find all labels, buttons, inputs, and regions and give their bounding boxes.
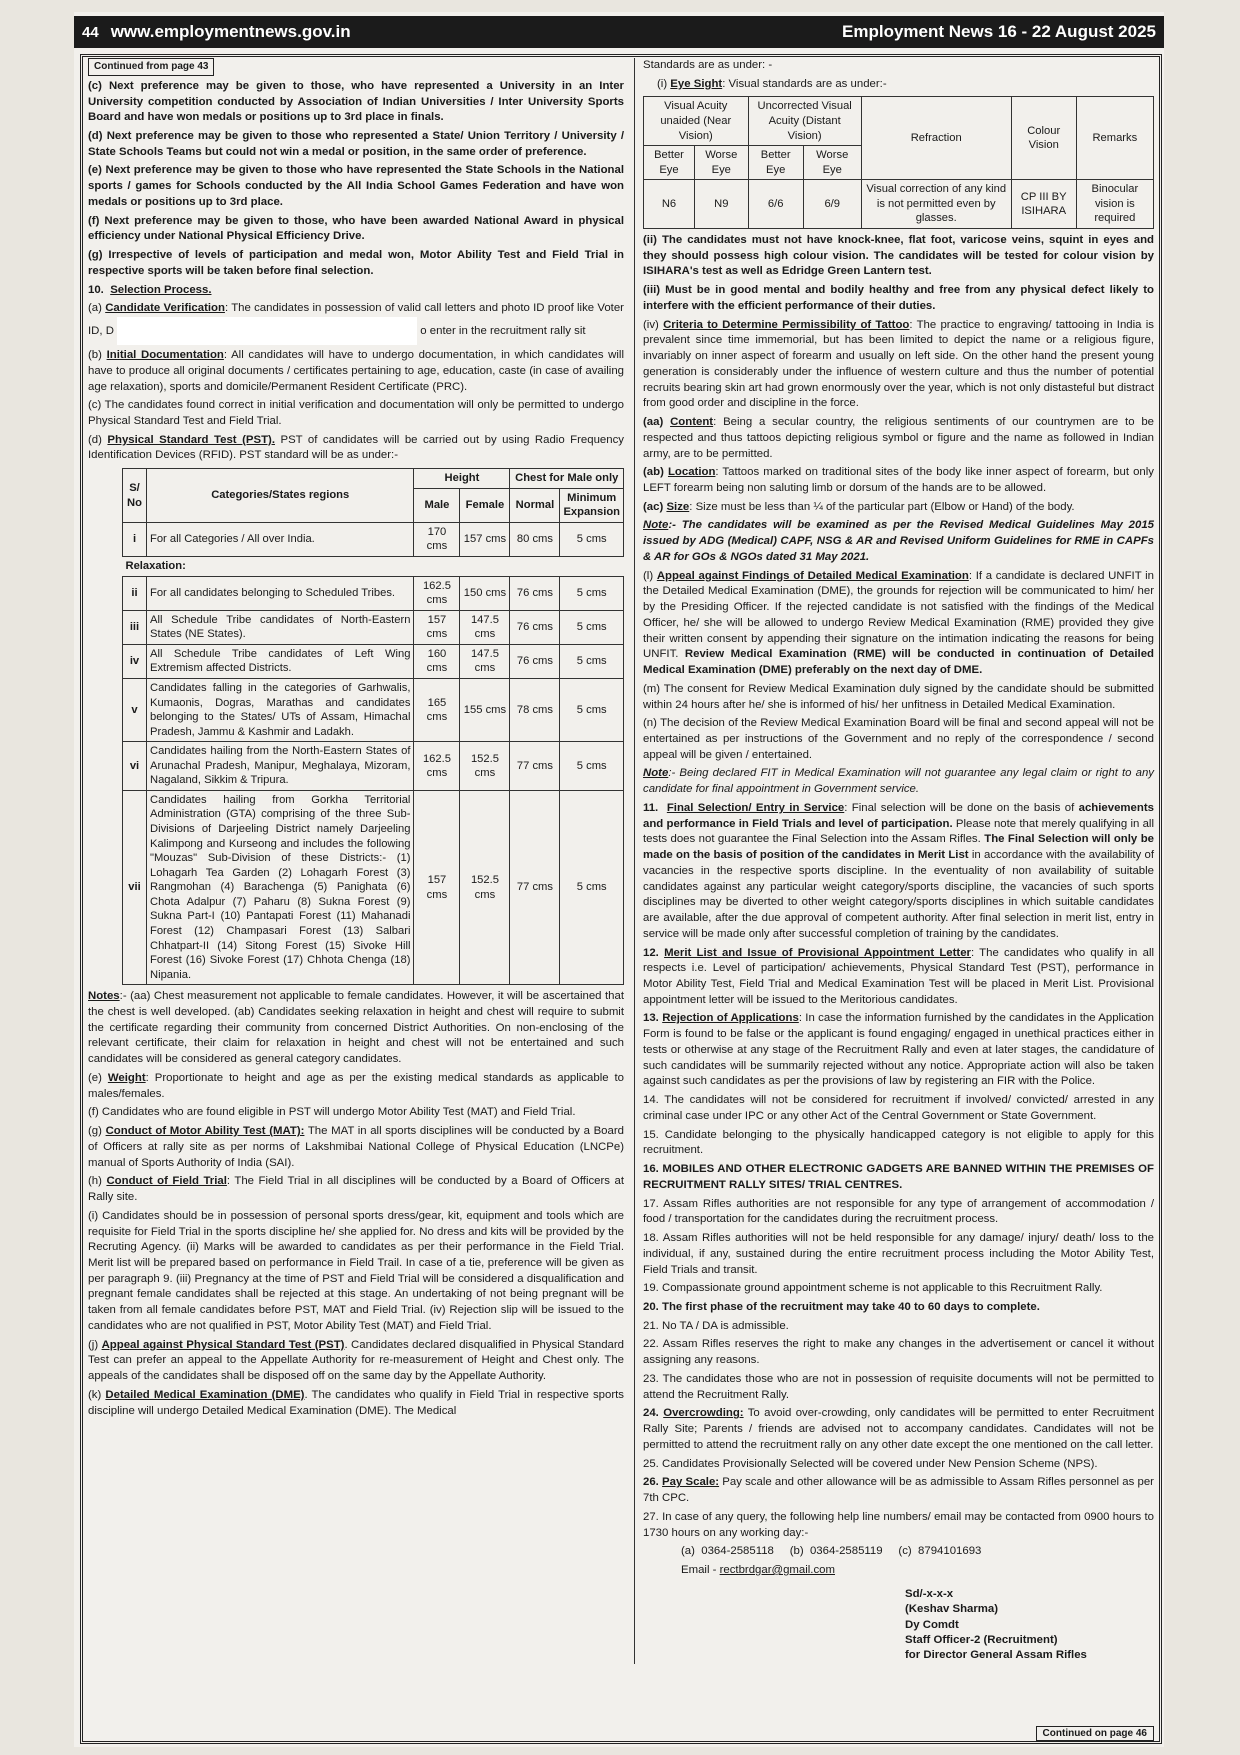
para-10c: (c) The candidates found correct in initial verification and documentation will only be permitted to undergo Physical Standard Test and Field Trial. [88, 399, 624, 428]
para-ii: (ii) The candidates must not have knock-knee, flat foot, varicose veins, squint in eyes and they should possess high colour vision. The candidates will be tested for colour vision by ISIHARA's test as well as Edridge Green Lantern test. [643, 233, 1154, 278]
issue-date: Employment News 16 - 22 August 2025 [842, 22, 1156, 41]
note-fit: Note:- Being declared FIT in Medical Examination will not guarantee any legal claim or right to any candidate for final appointment in Government service. [643, 767, 1154, 796]
section-12: 12. Merit List and Issue of Provisional Appointment Letter: The candidates who qualify in all respects i.e. Level of participation/ achievements, Physical Standard Test (PST), performance in Motor Ability Test, Field Trial and Medical Examination Test will be placed in Merit List. Provisional appointment letter will be issued to the Meritorious candidates. [643, 946, 1154, 1006]
helpline-numbers: (a) 0364-2585118 (b) 0364-2585119 (c) 8794101693 [681, 1545, 982, 1558]
para-m: (m) The consent for Review Medical Examination duly signed by the candidate should be submitted within 24 hours after he/ she is informed of his/ her unfitness in Detailed Medical Examination. [643, 682, 1154, 711]
site-url: www.employmentnews.gov.in [110, 22, 351, 41]
para-10h: (h) Conduct of Field Trial: The Field Trial in all disciplines will be conducted by a Board of Officers at Rally site. [88, 1175, 625, 1204]
para-e: (e) Next preference may be given to those who have represented the State Schools in the National sports / games for Schools conducted by the All India School Games Federation and have won medals or positions up to 3rd place. [88, 164, 624, 208]
notes: Notes:- (aa) Chest measurement not applicable to female candidates. However, it will be ascertained that the chest is well developed. (ab) Candidates seeking relaxation in height and chest will require to submit the certificate regarding their community from concerned District Authorities. On non-enclosing of the relevant certificate, their claim for relaxation in height and chest will not be entertained and such candidates will be considered as general category candidates. [88, 990, 624, 1066]
para-10d: (d) Physical Standard Test (PST). PST of candidates will be carried out by using Radio Frequency Identification Devices (RFID). PST standard will be as under:- [88, 433, 624, 462]
table-row: iii All Schedule Tribe candidates of North-Eastern States (NE States). 157 cms 147.5 cms 76 cms 5 cms [123, 610, 624, 644]
para-10e: (e) Weight: Proportionate to height and age as per the existing medical standards as applicable to males/females. [88, 1071, 625, 1100]
continued-from-tag: Continued from page 43 [88, 58, 214, 76]
section-11: 11. Final Selection/ Entry in Service: Final selection will be done on the basis of achievements and performance in Field Trials and level of participation. Please note that merely qualifying in all tests does not guarantee the Final Selection into the Assam Rifles. The Final Selection will only be made on the basis of position of the candidates in Merit List in accordance with the availability of vacancies in the respective sports discipline. In the eventuality of non availability of suitable candidates against any particular weight category/sports discipline, the vacancies of such sports disciplines may be diverted to other weight category/sports disciplines in which suitable candidates are available, after the due approval of competent authority. After final selection in merit list, entry in service will be made only after successful completion of training by the candidates. [643, 801, 1155, 940]
table-row: N6 N9 6/6 6/9 Visual correction of any kind is not permitted even by glasses. CP III BY ISIHARA Binocular vision is required [644, 180, 1154, 229]
eye-sight-table: Visual Acuity unaided (Near Vision) Uncorrected Visual Acuity (Distant Vision) Refraction Colour Vision Remarks Better Eye Worse Eye Better Eye Worse Eye N6 N9 6/6 6/9 Visual correction of any kind is not permitted even by glasses. CP III BY ISIHARA Binocular vision is required [643, 96, 1154, 229]
table-row: ii For all candidates belonging to Scheduled Tribes. 162.5 cms 150 cms 76 cms 5 cms [123, 576, 624, 610]
pst-standards-table: S/ No Categories/States regions Height Chest for Male only Male Female Normal Minimum Expansion i For all Categories / All over India. 170 cms 157 cms 80 cms 5 cms Relaxation: ii For all candidates belonging to Scheduled Tribes. 162.5 cms 150 cms 76 cms 5 cms iii All Schedule Tribe candidates of North-Eastern States (NE States). 157 cms 147.5 cms 76 cms 5 cms iv All Schedule Tribe candidates of Left Wing Extremism affected Districts. 160 cms 147.5 cms 76 cms 5 cms v Candidates falling in the categories of Garhwalis, Kumaonis, Dogras, Marathas and candidates belonging to the States/ UTs of Assam, Himachal Pradesh, Jammu & Kashmir and Ladakh. 165 cms 155 cms 78 cms 5 cms vi Candidates hailing from the North-Eastern States of Arunachal Pradesh, Manipur, Meghalaya, Mizoram, Nagaland, Sikkim & Tripura. 162.5 cms 152.5 cms 77 cms 5 cms vii Candidates hailing from Gorkha Territorial Administration (GTA) comprising of the three Sub-Divisions of Darjeeling District namely Darjeeling Kalimpong and Kurseong and includes the following "Mouzas" Sub-Division of these Districts:- (1) Lohagarh Tea Garden (2) Lohagarh Forest (3) Rangmohan (4) Barachenga (5) Panighata (6) Chota Adalpur (7) Paharu (8) Sukna Forest (9) Sukna Part-I (10) Pantapati Forest (11) Mahanadi Forest (12) Champasari Forest (13) Salbari Chhatpart-II (14) Sitong Forest (15) Sivoke Hill Forest (16) Sivoke Forest (17) Chhota Chenga (18) Nipania. 157 cms 152.5 cms 77 cms 5 cms [122, 468, 624, 985]
section-27: 27. In case of any query, the following help line numbers/ email may be contacted from 0900 hours to 1730 hours on any working day:- [643, 1510, 1154, 1539]
signature-block: Sd/-x-x-x (Keshav Sharma) Dy Comdt Staff Officer-2 (Recruitment) for Director General Assam Rifles [905, 1587, 1087, 1662]
para-10i: (i) Candidates should be in possession of personal sports dress/gear, kit, equipment and tools which are requisite for Field Trial in the sports discipline he/ she applied for. No dress and kits will be provided by the Recruting Agency. (ii) Marks will be awarded to candidates as per their performance in the Field Trial. Merit list will be prepared based on performance in Field Trail. In case of a tie, preference will be given as per paragraph 9. (iii) Pregnancy at the time of PST and Field Trial will be considered a disqualification and pregnant female candidates shall be rejected at this stage. An undertaking of not being pregnant will be taken from all female candidates before PST, MAT and Field Trial. (iv) Rejection slip will be issued to the candidates who are not qualified in PST, Motor Ability Test (MAT) and Field Trial. [88, 1209, 624, 1332]
continued-on-tag: Continued on page 46 [1036, 1726, 1154, 1741]
left-column [88, 58, 624, 1422]
section-22: 22. Assam Rifles reserves the right to make any changes in the advertisement or cancel it without assigning any reasons. [643, 1338, 1154, 1367]
para-10k: (k) Detailed Medical Examination (DME). The candidates who qualify in Field Trial in respective sports discipline will undergo Detailed Medical Examination (DME). The Medical [88, 1388, 624, 1417]
table-row: vi Candidates hailing from the North-Eastern States of Arunachal Pradesh, Manipur, Meghalaya, Mizoram, Nagaland, Sikkim & Tripura. 162.5 cms 152.5 cms 77 cms 5 cms [123, 742, 624, 791]
para-10j: (j) Appeal against Physical Standard Test (PST). Candidates declared disqualified in Physical Standard Test can prefer an appeal to the Appellate Authority for re-measurement of Height and Chest only. The appeals of the candidates shall be disposed off on the same day by the Appellate Authority. [88, 1338, 624, 1383]
para-d: (d) Next preference may be given to those who represented a State/ Union Territory / University / State Schools Teams but could not win a medal or position, in the same order of preference. [88, 130, 624, 158]
para-l: (l) Appeal against Findings of Detailed Medical Examination: If a candidate is declared UNFIT in the Detailed Medical Examination (DME), the grounds for rejection will be communicated to him/ her by the Presiding Officer. If the rejected candidate is not satisfied with the findings of the Medical Officer, he/ she will be allowed to undergo Review Medical Examination (RME) provided they give their written consent by appending their signature on the intimation indicating the reasons for being UNFIT. Review Medical Examination (RME) will be conducted in continuation of Detailed Medical Examination (DME) preferably on the next day of DME. [643, 569, 1155, 677]
para-ab: (ab) Location: Tattoos marked on traditional sites of the body like inner aspect of forearm, but only LEFT forearm being non saluting limb or dorsum of the hands are to be allowed. [643, 466, 1154, 494]
para-f: (f) Next preference may be given to those, who have been awarded National Award in physical efficiency under National Physical Efficiency Drive. [88, 214, 624, 243]
para-ac: (ac) Size: Size must be less than ¼ of the particular part (Elbow or Hand) of the body. [643, 500, 1075, 513]
newspaper-page [74, 12, 1164, 1747]
para-iii: (iii) Must be in good mental and bodily healthy and free from any physical defect likely to interfere with the efficient performance of their duties. [643, 284, 1154, 312]
para-10f: (f) Candidates who are found eligible in PST will undergo Motor Ability Test (MAT) and Field Trial. [88, 1106, 576, 1119]
para-c: (c) Next preference may be given to those, who have represented a University in an Inter University competition conducted by Association of Indian Universities / Inter University Sports Board and have won medals or positions up to 3rd place in finals. [88, 79, 624, 124]
table-row: vii Candidates hailing from Gorkha Territorial Administration (GTA) comprising of the three Sub-Divisions of Darjeeling District namely Darjeeling Kalimpong and Kurseong and includes the following "Mouzas" Sub-Division of these Districts:- (1) Lohagarh Tea Garden (2) Lohagarh Forest (3) Rangmohan (4) Barachenga (5) Panighata (6) Chota Adalpur (7) Paharu (8) Sukna Forest (9) Sukna Part-I (10) Pantapati Forest (11) Mahanadi Forest (12) Champasari Forest (13) Salbari Chhatpart-II (14) Sitong Forest (15) Sivoke Hill Forest (16) Sivoke Forest (17) Chhota Chenga (18) Nipania. 157 cms 152.5 cms 77 cms 5 cms [123, 790, 624, 984]
redacted-region [117, 317, 417, 345]
eye-sight-heading: (i) Eye Sight: Visual standards are as under:- [657, 77, 887, 90]
para-10b: (b) Initial Documentation: All candidates will have to undergo documentation, in which candidates will have to produce all original documents / certificates pertaining to age, education, caste (in case of availing age relaxation), sports and domicile/Permanent Resident Certificate (PRC). [88, 349, 624, 393]
para-10g: (g) Conduct of Motor Ability Test (MAT): The MAT in all sports disciplines will be conducted by a Board of Officers at rally site as per norms of Lakshmibai National College of Physical Education (LNCPe) manual of Sports Authority of India (SAI). [88, 1125, 624, 1169]
table-row: v Candidates falling in the categories of Garhwalis, Kumaonis, Dogras, Marathas and candidates belonging to the States/ UTs of Assam, Himachal Pradesh, Jammu & Kashmir and Ladakh. 165 cms 155 cms 78 cms 5 cms [123, 678, 624, 741]
table-row: iv All Schedule Tribe candidates of Left Wing Extremism affected Districts. 160 cms 147.5 cms 76 cms 5 cms [123, 644, 624, 678]
section-25: 25. Candidates Provisionally Selected will be covered under New Pension Scheme (NPS). [643, 1457, 1098, 1470]
section-19: 19. Compassionate ground appointment scheme is not applicable to this Recruitment Rally. [643, 1282, 1103, 1295]
standards-intro: Standards are as under: - [643, 59, 773, 71]
para-aa: (aa) Content: Being a secular country, the religious sentiments of our countrymen are to be respected and thus tattoos depicting religious symbol or figure and the name as followed in Indian army, are to be permitted. [643, 416, 1154, 460]
para-g: (g) Irrespective of levels of participation and medal won, Motor Ability Test and Field Trial in respective sports will be taken before final selection. [88, 249, 624, 277]
section-10-heading: 10. Selection Process. [88, 283, 212, 296]
section-14: 14. The candidates will not be considered for recruitment if involved/ convicted/ arrested in any criminal case under IPC or any other Act of the Central Government or State Government. [643, 1094, 1154, 1122]
section-16: 16. MOBILES AND OTHER ELECTRONIC GADGETS ARE BANNED WITHIN THE PREMISES OF RECRUITMENT RALLY SITES/ TRIAL CENTRES. [643, 1163, 1154, 1191]
para-n: (n) The decision of the Review Medical Examination Board will be final and second appeal will not be entertained as per instructions of the Government and no reply of the correspondence / second appeal will be given / entertained. [643, 717, 1154, 761]
email-line: Email - rectbrdgar@gmail.com [681, 1563, 835, 1576]
section-15: 15. Candidate belonging to the physically handicapped category is not eligible to apply for this recruitment. [643, 1128, 1154, 1157]
section-23: 23. The candidates those who are not in possession of requisite documents will not be permitted to attend the Recruitment Rally. [643, 1372, 1154, 1401]
note-medical-guidelines: Note:- The candidates will be examined as per the Revised Medical Guidelines May 2015 issued by ADG (Medical) CAPF, NSG & AR and Revised Uniform Guidelines for RME in CAPFs & AR for GOs & NGOs dated 31 May 2021. [643, 519, 1154, 563]
para-10a: (a) Candidate Verification: The candidates in possession of valid call letters and photo ID proof like Voter ID, D o enter in the recruitment rally sit [88, 301, 624, 345]
section-20: 20. The first phase of the recruitment may take 40 to 60 days to complete. [643, 1300, 1040, 1313]
table-row: i For all Categories / All over India. 170 cms 157 cms 80 cms 5 cms [123, 522, 624, 556]
masthead [74, 16, 1164, 48]
section-17: 17. Assam Rifles authorities are not responsible for any type of arrangement of accommodation / food / transportation for the candidates during the recruitment process. [643, 1197, 1154, 1226]
section-13: 13. Rejection of Applications: In case the information furnished by the candidates in the Application Form is found to be false or the applicant is found engaging/ engaged in unethical practices either in tests or otherwise at any stage of the Recruitment Rally and even at later stages, the candidature of such candidates will be summarily rejected without any notice. Appropriate action will also be taken against such candidates as per the provisions of law by registering an FIR with the Police. [643, 1012, 1154, 1088]
page-number: 44 [82, 24, 99, 41]
section-21: 21. No TA / DA is admissible. [643, 1319, 789, 1332]
section-18: 18. Assam Rifles authorities will not be held responsible for any damage/ injury/ death/ loss to the individual, if any, sustained during the entire recruitment process including the Motor Ability Test, Field Trials and transit. [643, 1232, 1154, 1276]
right-column [634, 58, 1154, 1664]
section-26: 26. Pay Scale: Pay scale and other allowance will be as admissible to Assam Rifles personnel as per 7th CPC. [643, 1476, 1154, 1505]
email-link[interactable]: rectbrdgar@gmail.com [719, 1563, 835, 1576]
para-iv: (iv) Criteria to Determine Permissibility of Tattoo: The practice to engraving/ tattooing in India is prevalent since time immemorial, but has been limited to depict the name or a religious figure, invariably on inner aspect of forearm and usually on left side. On the other hand the present young generation is considerably under the influence of western culture and thus the number of potential recruits bearing skin art had grown enormously over the year, which is not only distasteful but distract from good order and discipline in the force. [643, 318, 1154, 410]
section-24: 24. Overcrowding: To avoid over-crowding, only candidates will be permitted to enter Recruitment Rally Site; Parents / friends are advised not to accompany candidates. Candidates will not be permitted to attend the recruitment rally on any other date except the one mentioned on the call letter. [643, 1407, 1154, 1451]
relaxation-row: Relaxation: [123, 557, 624, 577]
